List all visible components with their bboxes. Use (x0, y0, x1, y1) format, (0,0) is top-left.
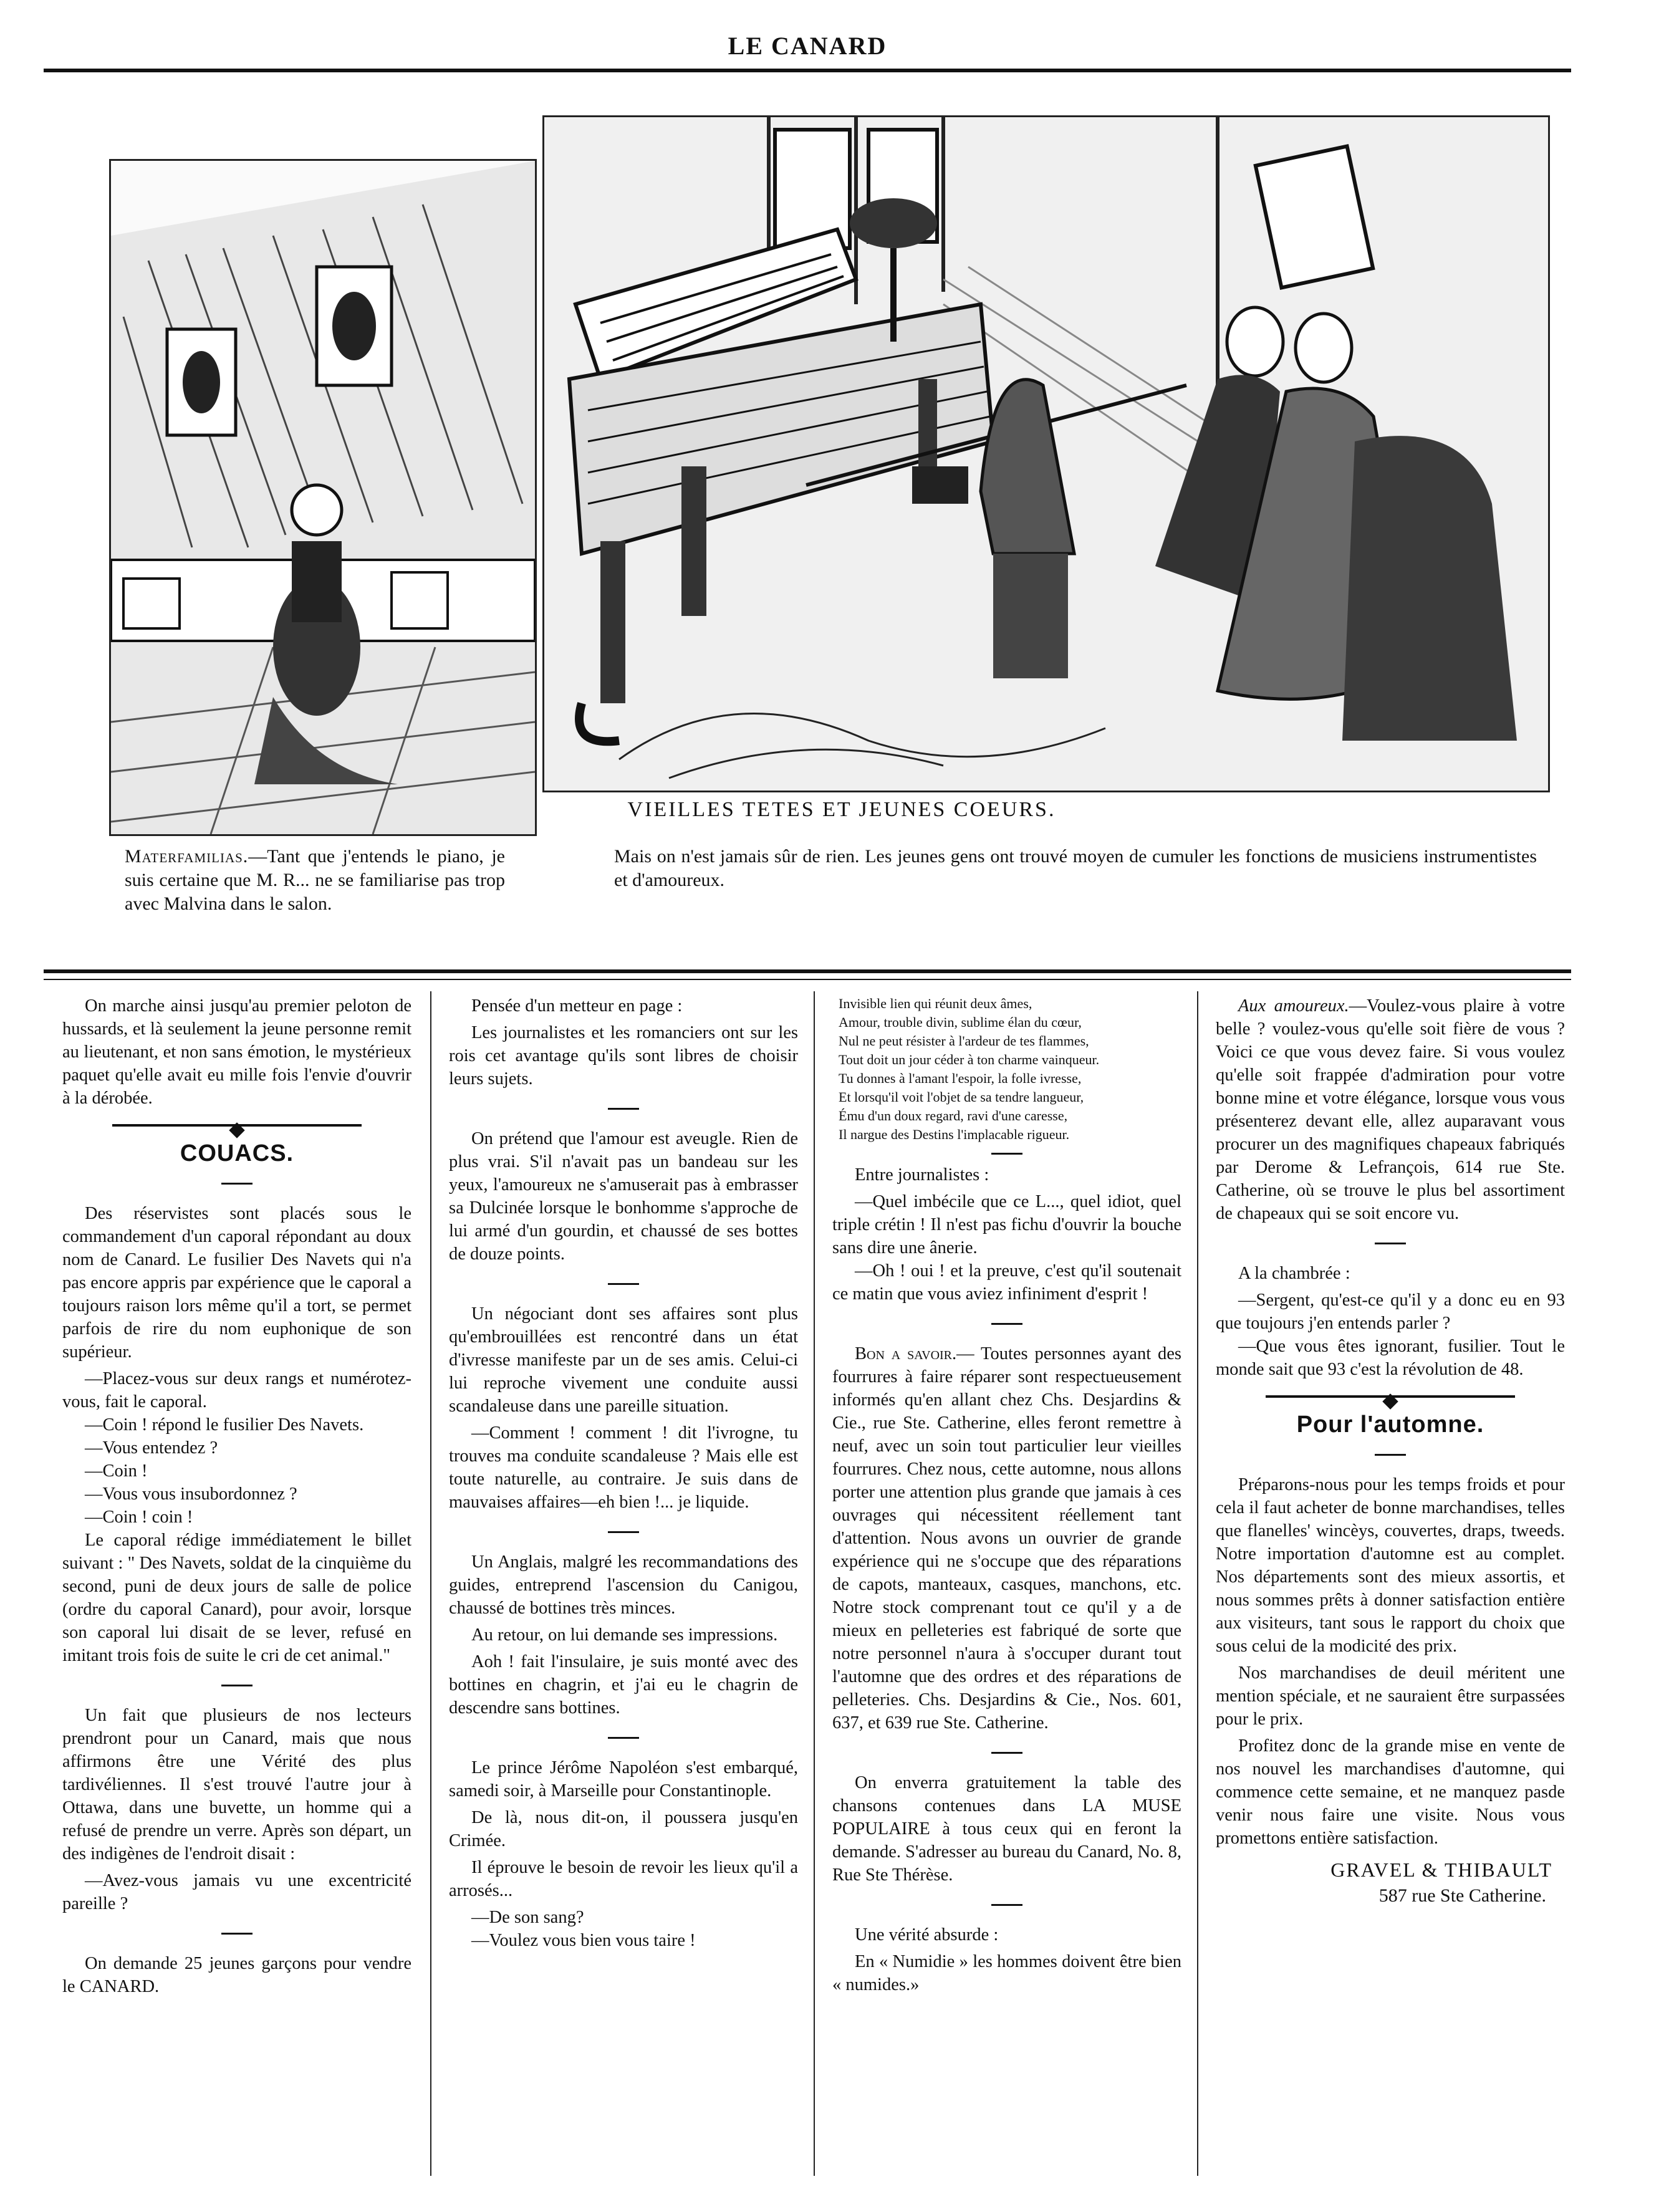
ornament-divider (62, 1118, 411, 1131)
section-rule-thin (44, 979, 1571, 980)
column-rule-1 (430, 991, 431, 2176)
poem-line: Amour, trouble divin, sublime élan du cœur, (839, 1014, 1082, 1030)
col3-paragraph: Entre journalistes : (855, 1165, 989, 1185)
illustration-title: VIEILLES TETES ET JEUNES COEURS. (627, 798, 1056, 821)
col3-paragraph: Une vérité absurde : (855, 1925, 999, 1945)
poem-line: Et lorsqu'il voit l'objet de sa tendre langueur, (839, 1089, 1084, 1105)
dialogue-line: —Que vous êtes ignorant, fusilier. Tout le monde sait que 93 c'est la révolution de 48. (1216, 1337, 1565, 1379)
engraving-parlour-scene (544, 117, 1548, 791)
col2-paragraph: Pensée d'un metteur en page : (471, 996, 683, 1016)
caption-right: Mais on n'est jamais sûr de rien. Les jeunes gens ont trouvé moyen de cumuler les fonctions de musiciens instrumentistes et d'amoureux. (614, 846, 1537, 890)
col2-paragraph: Aoh ! fait l'insulaire, je suis monté avec des bottines en chagrin, et j'ai eu le chagrin de descendre sans bottines. (449, 1652, 798, 1718)
dash-divider (221, 1183, 253, 1185)
dash-divider (608, 1283, 639, 1285)
col3-paragraph (832, 1342, 1181, 1734)
dash-divider (608, 1737, 639, 1739)
dialogue-line: —Coin ! coin ! (85, 1508, 193, 1527)
col3-paragraph: En « Numidie » les hommes doivent être bien « numides.» (832, 1952, 1181, 1994)
dash-divider (608, 1531, 639, 1533)
heading-couacs: COUACS. (180, 1140, 294, 1166)
caption-left-text: —Tant que j'entends le piano, je suis certaine que M. R... ne se familiarise pas trop avec Malvina dans le salon. (125, 846, 505, 914)
dialogue-line: —De son sang? (471, 1908, 584, 1927)
col2-paragraph: De là, nous dit-on, il poussera jusqu'en Crimée. (449, 1808, 798, 1850)
ornament-divider (1216, 1390, 1565, 1402)
poem-line: Invisible lien qui réunit deux âmes, (839, 996, 1032, 1011)
column-4 (1216, 994, 1565, 2179)
col2-paragraph: Un négociant dont ses affaires sont plus qu'embrouillées est rencontré dans un état d'ivresse manifeste par un de ses amis. Celui-ci lui reproche vivement une conduite aussi scandaleuse dans une pareille situation. (449, 1304, 798, 1416)
dialogue-line: —Coin ! répond le fusilier Des Navets. (85, 1415, 364, 1435)
col1-paragraph: —Avez-vous jamais vu une excentricité pareille ? (62, 1871, 411, 1913)
dash-divider (991, 1752, 1022, 1754)
illustration-left (109, 159, 537, 836)
column-3 (832, 994, 1181, 2179)
engraving-materfamilias (111, 161, 535, 834)
col1-paragraph: Des réservistes sont placés sous le commandement d'un caporal répondant au doux nom de Canard. Le fusilier Des Navets qui n'a pas encore appris par expérience que le caporal a toujours raison lors même qu'il a tort, se permet parfois de rire du nom euphonique de son supérieur. (62, 1204, 411, 1362)
section-rule-thick (44, 969, 1571, 973)
caption-left-lead: Materfamilias. (125, 846, 249, 867)
col4-paragraph (1216, 994, 1565, 1225)
dash-divider (221, 1685, 253, 1686)
col4-paragraph: Préparons-nous pour les temps froids et pour cela il faut acheter de bonne marchandises, telles que flanelles' wincèys, couvertes, draps, tweeds. Notre importation d'automne est au complet. Nos départements sont des mieux assortis, et nous sommes prêts à donner satisfaction entière aux visiteurs, tant sous le rapport du choix que sous celui de la modicité des prix. (1216, 1475, 1565, 1656)
advertiser-address: 587 rue Ste Catherine. (1378, 1885, 1546, 1906)
masthead-rule (44, 69, 1571, 72)
col1-paragraph: Un fait que plusieurs de nos lecteurs prendront pour un Canard, mais que nous affirmons être une Vérité des plus tardivéliennes. Il s'est trouvé l'autre jour à Ottawa, dans une buvette, un homme qui a refusé de prendre un verre. Après son départ, un des indigènes de l'endroit disait : (62, 1706, 411, 1863)
column-rule-3 (1197, 991, 1198, 2176)
col3-paragraph: On enverra gratuitement la table des chansons contenues dans LA MUSE POPULAIRE à tous ceux qui en feront la demande. S'adresser au bureau du Canard, No. 8, Rue Ste Thérèse. (832, 1773, 1181, 1885)
poem-line: Nul ne peut résister à l'ardeur de tes flammes, (839, 1033, 1089, 1049)
notice-lead: Aux amoureux. (1238, 996, 1349, 1016)
dialogue-line: —Coin ! (85, 1461, 148, 1481)
col1-paragraph: Le caporal rédige immédiatement le billet suivant : " Des Navets, soldat de la cinquième du second, puni de deux jours de salle de police (ordre du caporal Canard), pour avoir, lorsque son caporal lui disait de se lever, refusé en imitant trois fois de suite le cri de cet animal." (62, 1531, 411, 1665)
col2-paragraph: Le prince Jérôme Napoléon s'est embarqué, samedi soir, à Marseille pour Constantinople. (449, 1758, 798, 1801)
dialogue-line: —Vous vous insubordonnez ? (85, 1484, 297, 1504)
col2-paragraph: Au retour, on lui demande ses impressions. (471, 1625, 778, 1645)
col1-paragraph: On demande 25 jeunes garçons pour vendre le CANARD. (62, 1954, 411, 1996)
column-rule-2 (814, 991, 815, 2176)
advertiser-signature: GRAVEL & THIBAULT (1330, 1859, 1552, 1881)
illustration-right (542, 115, 1550, 792)
dialogue-line: —Voulez vous bien vous taire ! (471, 1931, 696, 1950)
col2-paragraph: Un Anglais, malgré les recommandations des guides, entreprend l'ascension du Canigou, chaussé de bottines très minces. (449, 1552, 798, 1618)
dash-divider (991, 1323, 1022, 1325)
dialogue-line: —Quel imbécile que ce L..., quel idiot, quel triple crétin ! Il n'est pas fichu d'ouvrir la bouche sans dire une ânerie. (832, 1192, 1181, 1257)
masthead (44, 31, 1571, 81)
column-1 (62, 994, 411, 2179)
heading-pour-l-automne: Pour l'automne. (1296, 1411, 1484, 1438)
col4-paragraph: A la chambrée : (1238, 1264, 1350, 1283)
poem-line: Il nargue des Destins l'implacable rigueur. (839, 1127, 1070, 1142)
dash-divider (608, 1108, 639, 1110)
caption-left (125, 845, 505, 916)
dash-divider (1375, 1243, 1406, 1244)
dialogue-line: —Placez-vous sur deux rangs et numérotez-vous, fait le caporal. (62, 1369, 411, 1411)
dialogue-line: —Vous entendez ? (85, 1438, 218, 1458)
dash-divider (991, 1904, 1022, 1906)
dash-divider (991, 1153, 1022, 1155)
col1-paragraph: On marche ainsi jusqu'au premier peloton de hussards, et là seulement la jeune personne remit au lieutenant, et non sans émotion, le mystérieux paquet qu'elle avait eu mille fois l'envie d'ouvrir à la dérobée. (62, 996, 411, 1108)
notice-text: — Toutes personnes ayant des fourrures à faire réparer sont respectueusement informés qu'en allant chez Chs. Desjardins & Cie., rue Ste. Catherine, elles feront remettre à neuf, avec un soin tout particulier leur vieilles fourrures. Chez nous, cette automne, nous allons porter une attention plus grande que jamais à ces ouvrages qui nécessitent réellement tant d'attention. Nous avons un ouvrier de grande expérience qui ne s'occupe que des réparations de capots, manteaux, casques, manchons, etc. Notre stock comprenant tout ce qu'il y a de mieux en pelleteries est fabriqué de sorte que notre personnel n'aura à s'occuper durant tout l'automne que des ordres et des réparations de pelleteries. Chs. Desjardins & Cie., Nos. 601, 637, et 639 rue Ste. Catherine. (832, 1344, 1181, 1733)
col2-paragraph: Il éprouve le besoin de revoir les lieux qu'il a arrosés... (449, 1858, 798, 1900)
newspaper-title: LE CANARD (728, 32, 887, 60)
col4-paragraph: Profitez donc de la grande mise en vente de nos nouvel les marchandises d'automne, qui commence cette semaine, et ne manquez pasde venir nous faire une visite. Nous vous promettons entière satisfaction. (1216, 1736, 1565, 1848)
poem-line: Tout doit un jour céder à ton charme vainqueur. (839, 1052, 1100, 1067)
col2-paragraph: —Comment ! comment ! dit l'ivrogne, tu trouves ma conduite scandaleuse ? Mais elle est toute naturelle, au contraire. Je suis dans de mauvaises affaires—eh bien !... je liquide. (449, 1423, 798, 1512)
col2-paragraph: Les journalistes et les romanciers ont sur les rois cet avantage qu'ils sont libres de choisir leurs sujets. (449, 1023, 798, 1089)
dash-divider (1375, 1454, 1406, 1456)
notice-text: —Voulez-vous plaire à votre belle ? voulez-vous qu'elle soit fière de vous ? Voici ce que vous devez faire. Si vous voulez qu'elle soit frappée d'admiration pour votre bonne mine et votre élégance, lorsque vous vous présenterez devant elle, allez auparavant vous procurer un des magnifiques chapeaux fabriqués par Derome & Lefrançois, 614 rue Ste. Catherine, où se trouve le plus bel assortiment de chapeaux qui se soit encore vu. (1216, 996, 1565, 1223)
dialogue-line: —Oh ! oui ! et la preuve, c'est qu'il soutenait ce matin que vous aviez infiniment d'esprit ! (832, 1261, 1181, 1304)
dash-divider (221, 1933, 253, 1935)
dialogue-line: —Sergent, qu'est-ce qu'il y a donc eu en 93 que toujours j'en entends parler ? (1216, 1291, 1565, 1333)
col4-paragraph: Nos marchandises de deuil méritent une mention spéciale, et ne sauraient être surpassées pour le prix. (1216, 1663, 1565, 1729)
notice-lead: Bon a savoir. (855, 1344, 957, 1363)
poem-line: Ému d'un doux regard, ravi d'une caresse, (839, 1108, 1068, 1123)
poem-line: Tu donnes à l'amant l'espoir, la folle ivresse, (839, 1070, 1082, 1086)
col2-paragraph: On prétend que l'amour est aveugle. Rien de plus vrai. S'il n'avait pas un bandeau sur les yeux, l'amoureux ne s'amuserait pas à embrasser sa Dulcinée lorsque le bonhomme s'approche de lui armé d'un gourdin, et chaussé de ses bottes de douze points. (449, 1129, 798, 1264)
column-2 (449, 994, 798, 2179)
